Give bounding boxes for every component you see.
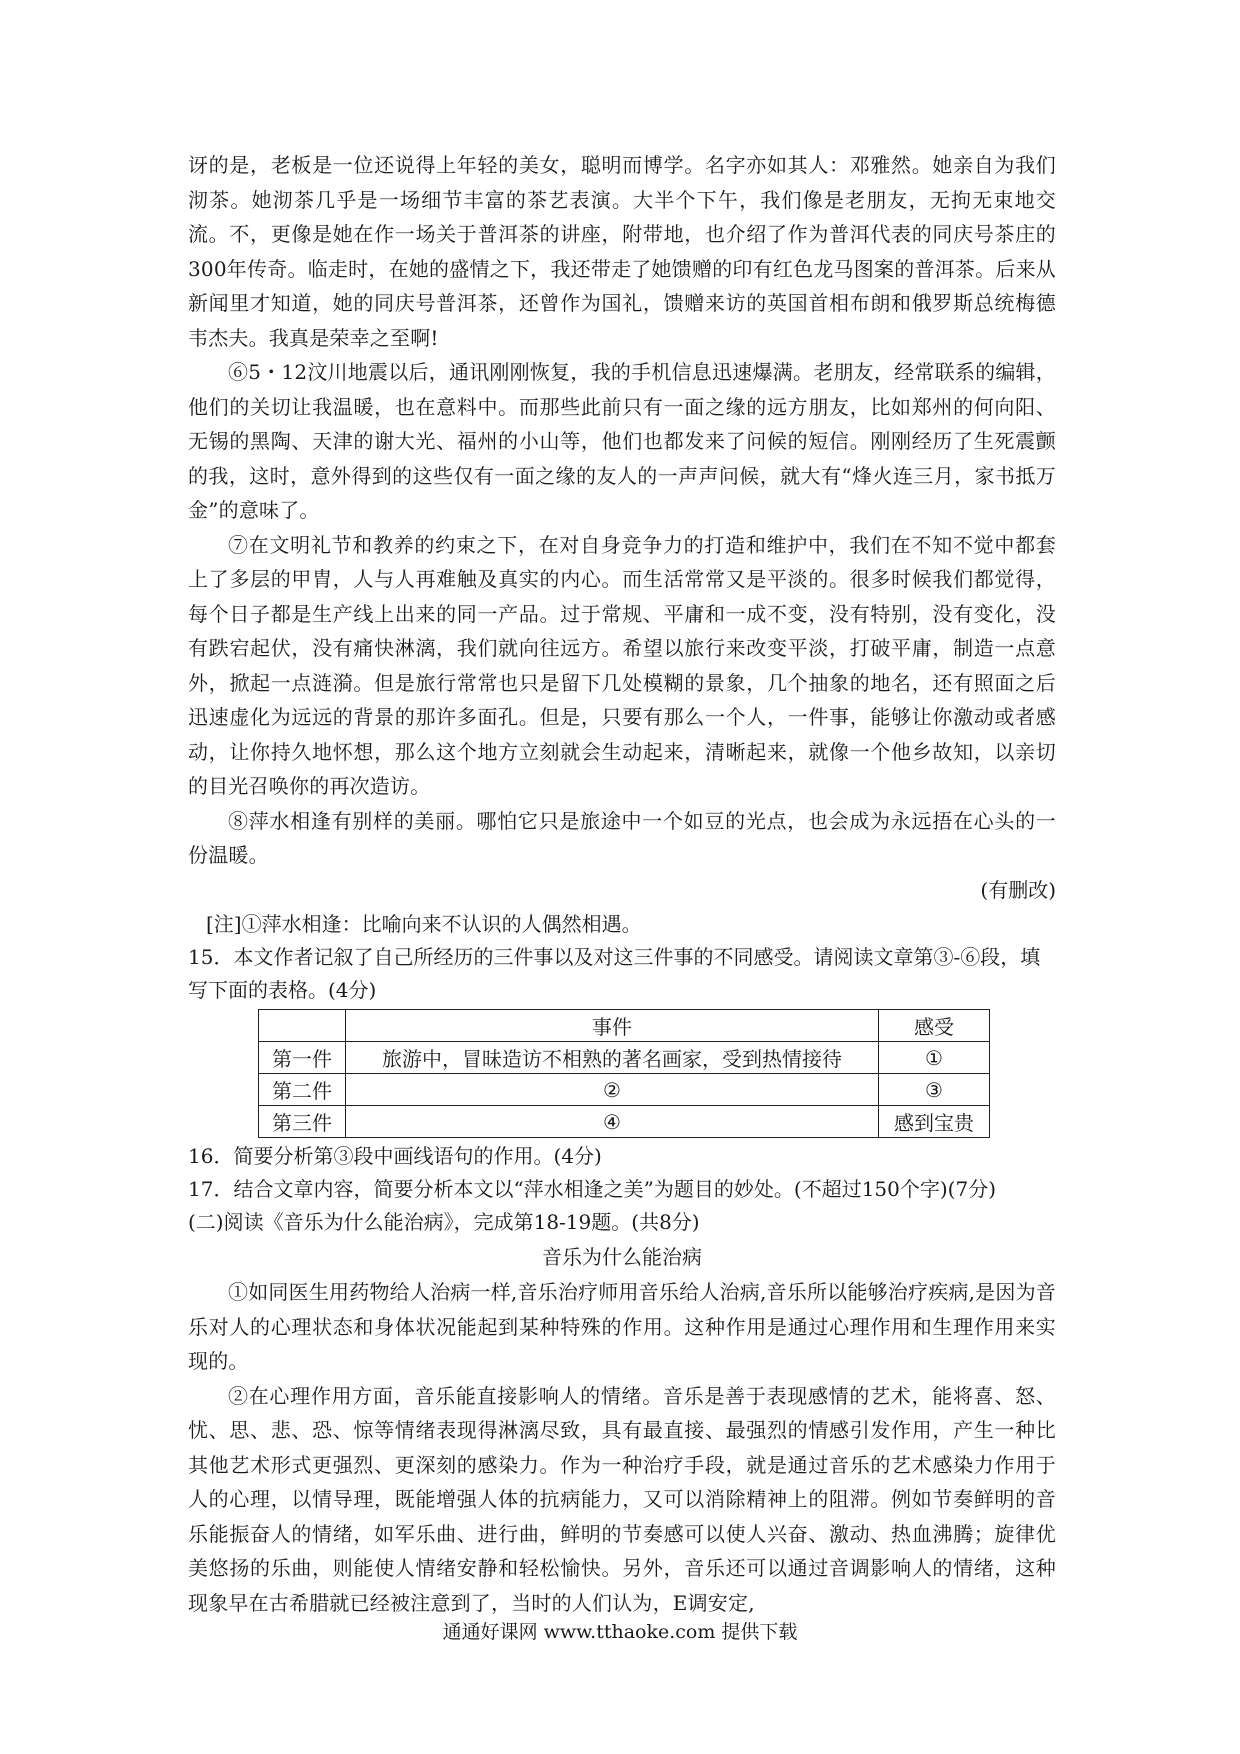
paragraph-6: ⑥5・12汶川地震以后，通讯刚刚恢复，我的手机信息迅速爆满。老朋友，经常联系的编辑，他们的关切让我温暖，也在意料中。而那些此前只有一面之缘的远方朋友，比如郑州的何向阳、无锡的黑陶、天津的谢大光、福州的小山等，他们也都发来了问候的短信。刚刚经历了生死震颤的我，这时，意外得到的这些仅有一面之缘的友人的一声声问候，就大有“烽火连三月，家书抵万金”的意味了。 [188,360,1056,522]
events-table [258,1009,990,1138]
table-cell: 第三件 [259,1106,346,1138]
table-header-row [259,1010,990,1042]
table-cell: 第一件 [259,1042,346,1074]
table-cell: ④ [346,1106,879,1138]
table-row [259,1074,990,1106]
music-article [188,1275,1056,1620]
article-continuation [188,148,1056,873]
table-row [259,1106,990,1138]
table-header-cell: 感受 [879,1010,990,1042]
table-header-cell: 事件 [346,1010,879,1042]
table-cell: ② [346,1074,879,1106]
question-17: 17．结合文章内容，简要分析本文以“萍水相逢之美”为题目的妙处。(不超过150个字)(7分) [188,1177,997,1201]
table-cell: 旅游中，冒昧造访不相熟的著名画家，受到热情接待 [346,1042,879,1074]
music-paragraph-1: ①如同医生用药物给人治病一样,音乐治疗师用音乐给人治病,音乐所以能够治疗疾病,是因为音乐对人的心理状态和身体状况能起到某种特殊的作用。这种作用是通过心理作用和生理作用来实现的。 [188,1280,1056,1373]
table-cell: 感到宝贵 [879,1106,990,1138]
music-paragraph-2: ②在心理作用方面，音乐能直接影响人的情绪。音乐是善于表现感情的艺术，能将喜、怒、忧、思、悲、恐、惊等情绪表现得淋漓尽致，具有最直接、最强烈的情感引发作用，产生一种比其他艺术形式更强烈、更深刻的感染力。作为一种治疗手段，就是通过音乐的艺术感染力作用于人的心理，以情导理，既能增强人体的抗病能力，又可以消除精神上的阻滞。例如节奏鲜明的音乐能振奋人的情绪，如军乐曲、进行曲，鲜明的节奏感可以使人兴奋、激动、热血沸腾；旋律优美悠扬的乐曲，则能使人情绪安静和轻松愉快。另外，音乐还可以通过音调影响人的情绪，这种现象早在古希腊就已经被注意到了，当时的人们认为，E调安定, [188,1383,1056,1615]
table-cell: 第二件 [259,1074,346,1106]
paragraph-7: ⑦在文明礼节和教养的约束之下，在对自身竞争力的打造和维护中，我们在不知不觉中都套上了多层的甲胄，人与人再难触及真实的内心。而生活常常又是平淡的。很多时候我们都觉得，每个日子都是生产线上出来的同一产品。过于常规、平庸和一成不变，没有特别，没有变化，没有跌宕起伏，没有痛快淋漓，我们就向往远方。希望以旅行来改变平淡，打破平庸，制造一点意外，掀起一点涟漪。但是旅行常常也只是留下几处模糊的景象，几个抽象的地名，还有照面之后迅速虚化为远远的背景的那许多面孔。但是，只要有那么一个人，一件事，能够让你激动或者感动，让你持久地怀想，那么这个地方立刻就会生动起来，清晰起来，就像一个他乡故知，以亲切的目光召唤你的再次造访。 [188,532,1056,798]
paragraph-5-end: 讶的是，老板是一位还说得上年轻的美女，聪明而博学。名字亦如其人：邓雅然。她亲自为我们沏茶。她沏茶几乎是一场细节丰富的茶艺表演。大半个下午，我们像是老朋友，无拘无束地交流。不，更像是她在作一场关于普洱茶的讲座，附带地，也介绍了作为普洱代表的同庆号茶庄的300年传奇。临走时，在她的盛情之下，我还带走了她馈赠的印有红色龙马图案的普洱茶。后来从新闻里才知道，她的同庆号普洱茶，还曾作为国礼，馈赠来访的英国首相布朗和俄罗斯总统梅德韦杰夫。我真是荣幸之至啊! [188,153,1056,350]
table-header-cell [259,1010,346,1042]
section-2-heading: (二)阅读《音乐为什么能治病》，完成第18-19题。(共8分) [188,1210,700,1234]
table-row [259,1042,990,1074]
paragraph-8: ⑧萍水相逢有别样的美丽。哪怕它只是旅途中一个如豆的光点，也会成为永远捂在心头的一份温暖。 [188,808,1056,867]
table-cell: ③ [879,1074,990,1106]
edit-note: (有删改) [980,877,1056,902]
article-title: 音乐为什么能治病 [542,1245,702,1269]
question-15: 15．本文作者记叙了自己所经历的三件事以及对这三件事的不同感受。请阅读文章第③-⑥段，填写下面的表格。(4分) [188,945,1041,1002]
table-cell: ① [879,1042,990,1074]
document-body [188,148,1056,1620]
footnote: [注]①萍水相逢：比喻向来不认识的人偶然相遇。 [206,912,642,936]
question-16: 16．简要分析第③段中画线语句的作用。(4分) [188,1144,602,1168]
page-footer: 通通好课网 www.tthaoke.com 提供下载 [442,1621,798,1643]
